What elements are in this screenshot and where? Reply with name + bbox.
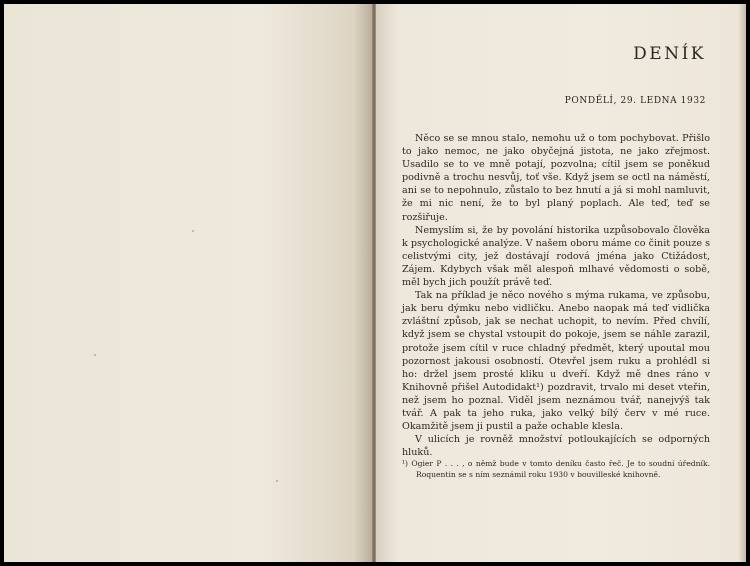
- footnote: [402, 458, 710, 480]
- paragraph: Něco se se mnou stalo, nemohu už o tom pochybovat. Přišlo to jako nemoc, ne jako obyčejná jistota, ne jako zřejmost. Usadilo se to ve mně potají, pozvolna; cítil jsem se poněkud podivně a trochu nesvůj, toť vše. Když jsem se octl na náměstí, ani se to nepohnulo, zůstalo to bez hnutí a já si mohl namluvit, že mi nic není, že to byl planý poplach. Ale teď, teď se rozšiřuje.: [402, 133, 710, 223]
- paper-speck: [94, 354, 96, 356]
- entry-date: PONDĚLÍ, 29. LEDNA 1932: [564, 96, 706, 106]
- paper-speck: [276, 480, 278, 482]
- paragraph: Tak na příklad je něco nového s mýma rukama, ve způsobu, jak beru dýmku nebo vidličku. Anebo naopak má teď vidlička zvláštní způsob, jak se nechat uchopit, to nevím. Před chvílí, když jsem se chystal vstoupit do pokoje, jsem se náhle zarazil, protože jsem cítil v ruce chladný předmět, který upoutal mou pozornost jakousi osobností. Otevřel jsem ruku a prohlédl si ho: držel jsem prosté kliku u dveří. Když mě dnes ráno v Knihovně přišel Autodidakt¹) pozdravit, trvalo mi deset vteřin, než jsem ho poznal. Viděl jsem neznámou tvář, nanejvýš tak tvář. A pak ta jeho ruka, jako velký bílý červ v mé ruce. Okamžitě jsem ji pustil a paže ochable klesla.: [402, 290, 710, 433]
- paragraph: Nemyslím si, že by povolání historika uzpůsobovalo člověka k psychologické analýze. V našem oboru máme co činit pouze s celistvými city, jež dostávají rodová jména jako Ctižádost, Zájem. Kdybych však měl alespoň mlhavé vědomosti o sobě, měl bych jich použít právě teď.: [402, 224, 710, 289]
- left-page-blank: [4, 4, 372, 562]
- body-text: [402, 132, 710, 459]
- right-page: [376, 4, 746, 562]
- paper-speck: [192, 230, 194, 232]
- book-spread: [4, 4, 746, 562]
- paragraph: V ulicích je rovněž množství potloukajících se odporných hluků.: [402, 434, 710, 459]
- page-title: DENÍK: [633, 44, 706, 64]
- footnote-text: ¹) Ogier P . . . , o němž bude v tomto deníku často řeč. Je to soudní úředník. Roquentin se s ním seznámil roku 1930 v bouvilleské knihovně.: [402, 459, 710, 479]
